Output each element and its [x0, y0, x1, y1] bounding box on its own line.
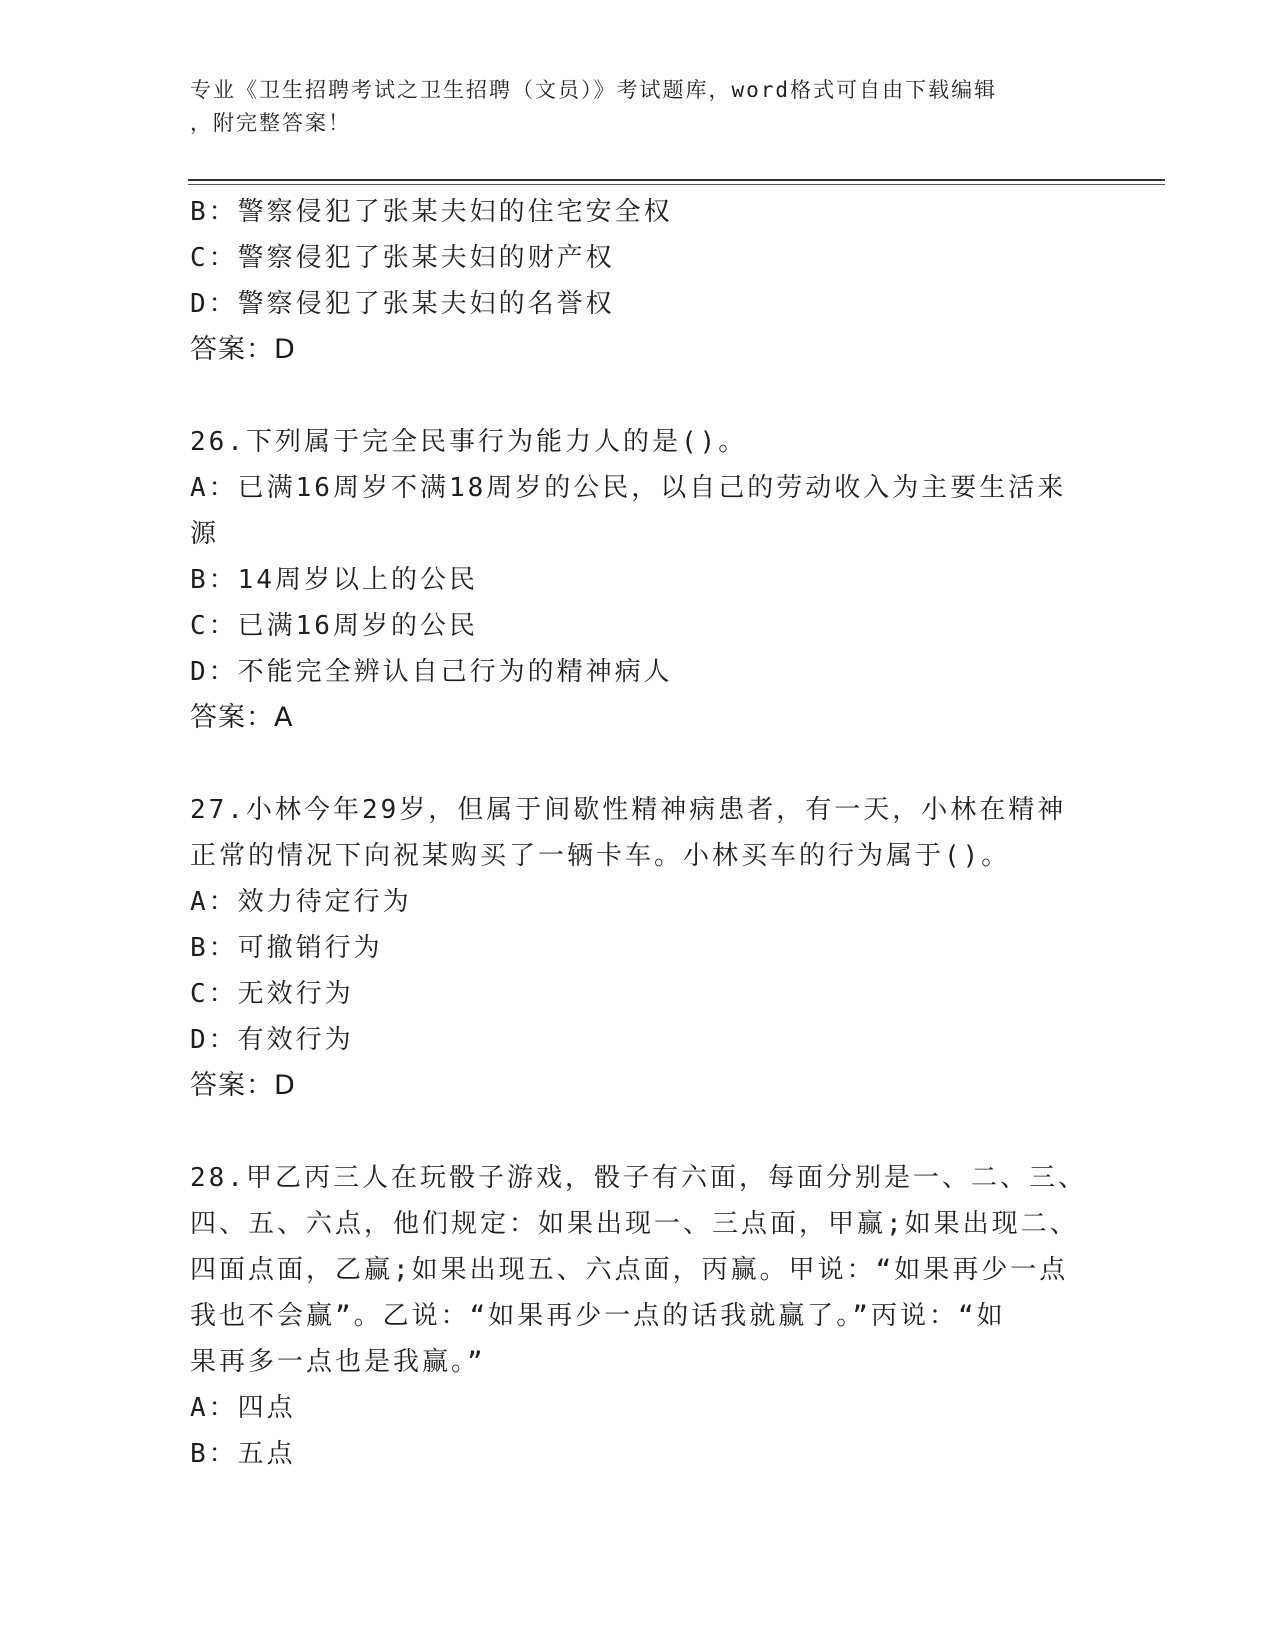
option-d: D：警察侵犯了张某夫妇的名誉权: [190, 289, 615, 319]
spacer: [190, 741, 1090, 787]
header-title-line-2: ，附完整答案！: [190, 111, 351, 135]
option-d: D：有效行为: [190, 1025, 354, 1055]
question-stem-line-3: 四面点面，乙赢;如果出现五、六点面，丙赢。甲说：“如果再少一点: [190, 1255, 1069, 1285]
header-divider-thin: [188, 184, 1165, 185]
option-c: C：已满16周岁的公民: [190, 611, 478, 641]
spacer: [190, 373, 1090, 419]
previous-question: [190, 189, 1090, 373]
question-27: [190, 787, 1090, 1109]
question-stem-line-1: 28.甲乙丙三人在玩骰子游戏，骰子有六面，每面分别是一、二、三、: [190, 1163, 1087, 1193]
spacer: [190, 1109, 1090, 1155]
question-stem-line-1: 27.小林今年29岁，但属于间歇性精神病患者，有一天，小林在精神: [190, 795, 1067, 825]
question-stem-line-2: 四、五、六点，他们规定：如果出现一、三点面，甲赢;如果出现二、: [190, 1209, 1079, 1239]
question-stem-line-5: 果再多一点也是我赢。”: [190, 1347, 486, 1377]
option-b: B：14周岁以上的公民: [190, 565, 478, 595]
document-header: [190, 74, 1090, 140]
option-a-line-1: A：已满16周岁不满18周岁的公民，以自己的劳动收入为主要生活来: [190, 473, 1067, 503]
option-a-line-2: 源: [190, 519, 220, 549]
question-content: [190, 189, 1090, 1477]
option-c: C：无效行为: [190, 979, 354, 1009]
option-d: D：不能完全辨认自己行为的精神病人: [190, 657, 673, 687]
option-a: A：四点: [190, 1393, 296, 1423]
option-b: B：可撤销行为: [190, 933, 383, 963]
header-title-line-1: 专业《卫生招聘考试之卫生招聘（文员）》考试题库，word格式可自由下载编辑: [190, 78, 998, 102]
header-divider-thick: [188, 179, 1165, 181]
option-c: C：警察侵犯了张某夫妇的财产权: [190, 243, 615, 273]
option-a: A：效力待定行为: [190, 887, 412, 917]
question-28: [190, 1155, 1090, 1477]
answer-label: 答案：D: [190, 1070, 296, 1101]
question-stem: 26.下列属于完全民事行为能力人的是()。: [190, 427, 748, 457]
option-b: B：五点: [190, 1439, 296, 1469]
option-b: B：警察侵犯了张某夫妇的住宅安全权: [190, 197, 673, 227]
question-stem-line-2: 正常的情况下向祝某购买了一辆卡车。小林买车的行为属于()。: [190, 841, 1011, 871]
answer-label: 答案：D: [190, 334, 296, 365]
answer-label: 答案：A: [190, 702, 294, 733]
question-26: [190, 419, 1090, 741]
question-stem-line-4: 我也不会赢”。乙说：“如果再少一点的话我就赢了。”丙说：“如: [190, 1301, 1006, 1331]
